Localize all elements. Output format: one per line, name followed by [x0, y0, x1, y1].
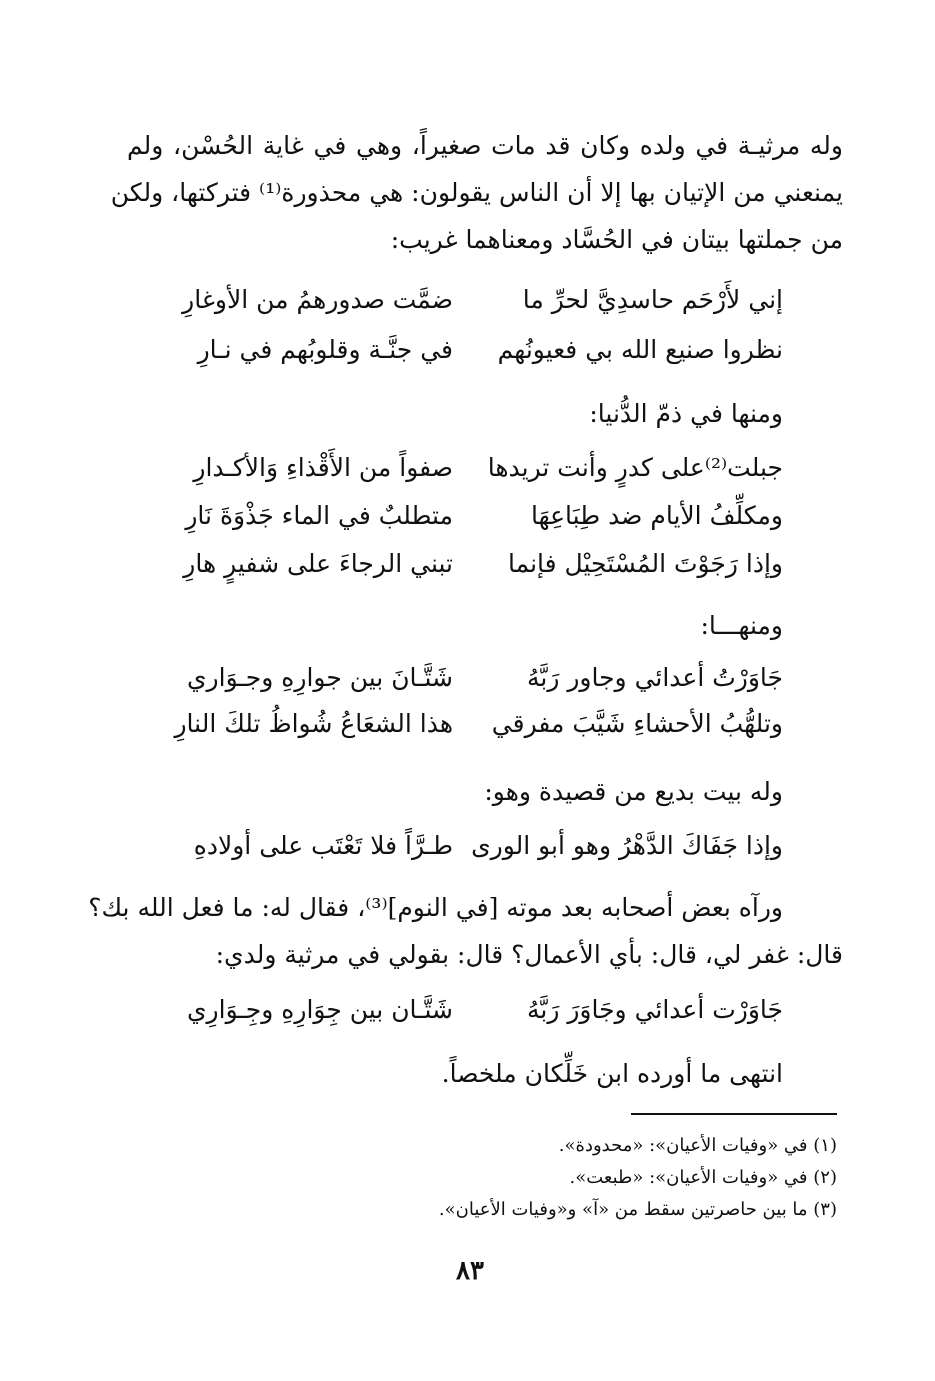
dream-line-1: ورآه بعض أصحابه بعد موته [في النوم]⁽³⁾، فقال له: ما فعل الله بك؟	[88, 893, 783, 922]
verse-second-hemistich: هذا الشعَاعُ شُواظُ تلكَ النارِ	[174, 709, 453, 738]
page-number: ٨٣	[456, 1256, 484, 1286]
verse-second-hemistich: صفواً من الأَقْذاءِ وَالأكـدارِ	[193, 453, 453, 482]
dream-paragraph	[88, 884, 843, 978]
verse-line	[183, 330, 783, 370]
verse-line	[183, 496, 783, 536]
footnote: (١) في «وفيات الأعيان»: «محدودة».	[558, 1135, 837, 1156]
verse-second-hemistich: شَتَّـانَ بين جوارِهِ وجـوَاري	[186, 663, 453, 692]
footnote: (٣) ما بين حاصرتين سقط من «آ» و«وفيات الأعيان».	[438, 1199, 837, 1220]
verse-line	[183, 826, 783, 866]
verse-line	[183, 280, 783, 320]
verse-second-hemistich: ضمَّت صدورهمُ من الأوغارِ	[182, 285, 453, 314]
intro-line-2: يمنعني من الإتيان بها إلا أن الناس يقولون: هي محذورة⁽¹⁾ فتركتها، ولكن	[110, 178, 843, 207]
section-heading: وله بيت بديع من قصيدة وهو:	[484, 777, 783, 806]
verse-first-hemistich: جبلت⁽²⁾على كدرٍ وأنت تريدها	[487, 453, 783, 482]
verse-second-hemistich: متطلبٌ في الماء جَذْوَةَ نَارِ	[185, 501, 453, 530]
verse-first-hemistich: وإذا رَجَوْتَ المُسْتَحِيْل فإنما	[508, 549, 783, 578]
footnote: (٢) في «وفيات الأعيان»: «طبعت».	[569, 1167, 837, 1188]
footnote-divider	[631, 1113, 837, 1115]
verse-second-hemistich: شَتَّـان بين جِوَارِهِ وجِـوَارِي	[186, 995, 453, 1024]
verse-first-hemistich: إني لأَرْحَم حاسدِيَّ لحرِّ ما	[522, 285, 783, 314]
verse-first-hemistich: جَاوَرْتُ أعدائي وجاور رَبَّهُ	[526, 663, 783, 692]
verse-first-hemistich: جَاوَرْت أعدائي وجَاوَرَ رَبَّهُ	[526, 995, 783, 1024]
section-heading: ومنها في ذمّ الدُّنيا:	[589, 399, 783, 428]
verse-second-hemistich: تبني الرجاءَ على شفيرٍ هارِ	[183, 549, 453, 578]
verse-first-hemistich: ومكلِّفُ الأيام ضد طِبَاعِهَا	[531, 501, 783, 530]
closing-line: انتهى ما أورده ابن خَلِّكان ملخصاً.	[441, 1059, 783, 1088]
intro-line-1: وله مرثيـة في ولده وكان قد مات صغيراً، وهي في غاية الحُسْن، ولم	[127, 131, 843, 160]
verse-first-hemistich: وتلهُّبُ الأحشاءِ شَيَّبَ مفرقي	[491, 709, 783, 738]
dream-line-2: قال: غفر لي، قال: بأي الأعمال؟ قال: بقولي في مرثية ولدي:	[215, 940, 843, 969]
verse-second-hemistich: في جنَّـة وقلوبُهم في نـارِ	[197, 335, 453, 364]
verse-line	[183, 544, 783, 584]
intro-line-3: من جملتها بيتان في الحُسَّاد ومعناهما غريب:	[390, 225, 843, 254]
section-heading: ومنهـــا:	[700, 611, 783, 640]
verse-second-hemistich: طـرَّاً فلا تَعْتَب على أولادهِ	[193, 831, 453, 860]
verse-line	[174, 704, 783, 744]
intro-paragraph	[110, 122, 843, 263]
verse-line	[183, 658, 783, 698]
verse-line	[183, 990, 783, 1030]
verse-first-hemistich: نظروا صنيع الله بي فعيونُهم	[497, 335, 783, 364]
verse-line	[183, 448, 783, 488]
verse-first-hemistich: وإذا جَفَاكَ الدَّهْرُ وهو أبو الورى	[471, 831, 783, 860]
